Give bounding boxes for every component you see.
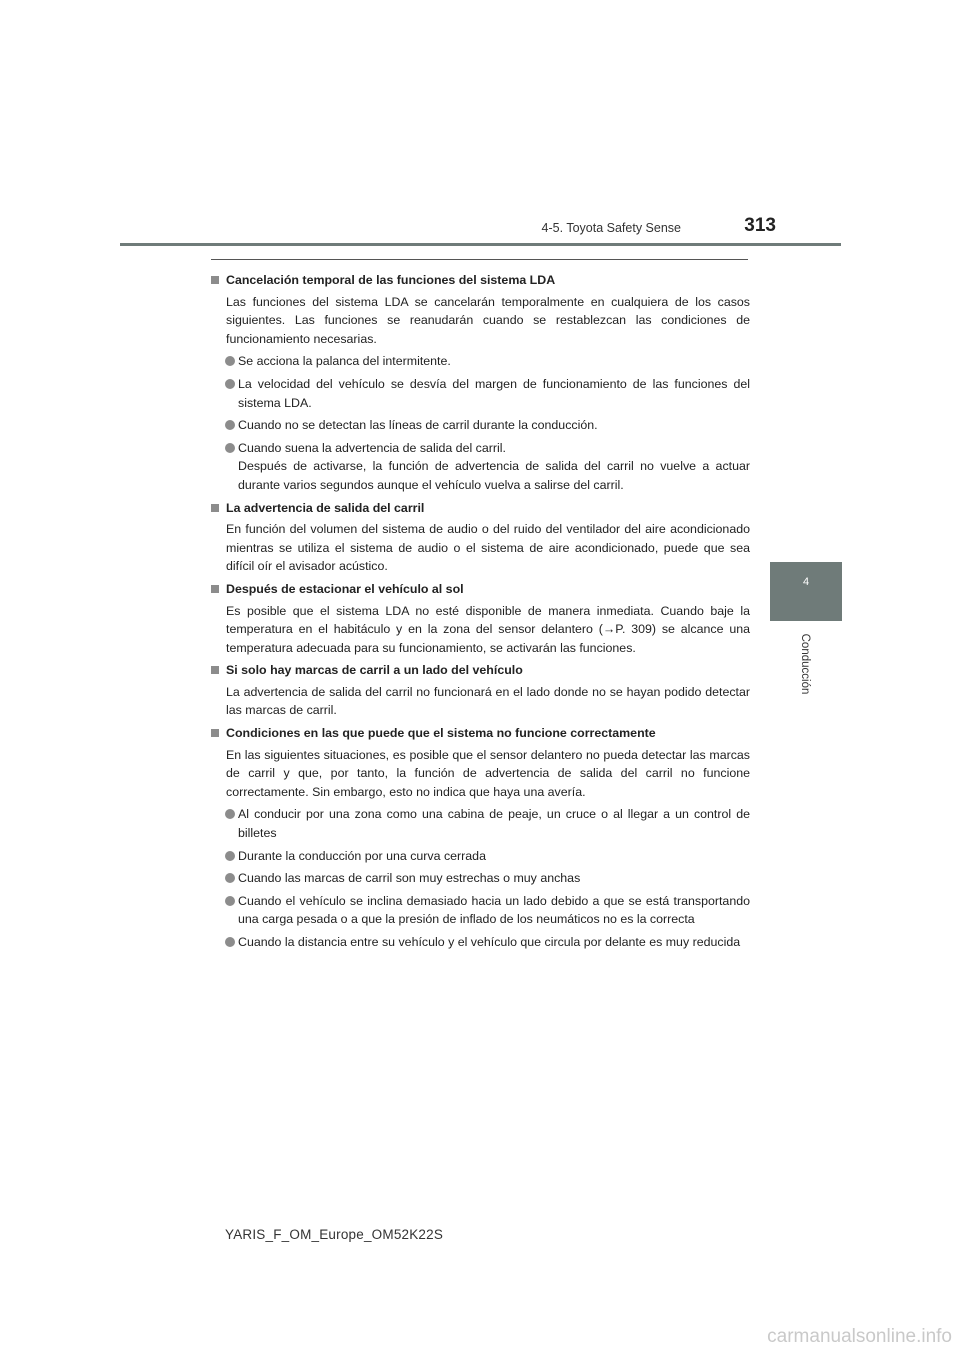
bullet-dot-icon: [225, 937, 235, 947]
bullet-text: Cuando suena la advertencia de salida del carril. Después de activarse, la función de advertencia de salida del carril no vuelve a actuar durante varios segundos aunque el vehículo vuelva a salirse del carril.: [238, 440, 750, 492]
bullet-dot-icon: [225, 443, 235, 453]
section-paragraph: Es posible que el sistema LDA no esté disponible de manera inmediata. Cuando baje la temperatura en el habitáculo y en la zona del sensor delantero (→P. 309) se alcance una temperatura adecuada para su funcionamiento, se activarán las funciones.: [226, 603, 750, 655]
section-heading-text: Después de estacionar el vehículo al sol: [226, 581, 464, 596]
bullet-text: Al conducir por una zona como una cabina de peaje, un cruce o al llegar a un control de billetes: [238, 807, 750, 841]
bullet-item: [210, 375, 750, 412]
section-heading: [210, 580, 750, 599]
bullet-item: [210, 847, 750, 866]
section-heading-text: La advertencia de salida del carril: [226, 500, 425, 515]
bullet-text: Cuando no se detectan las líneas de carril durante la conducción.: [238, 418, 598, 433]
section-paragraph: Las funciones del sistema LDA se cancelarán temporalmente en cualquiera de los casos siguientes. Las funciones se reanudarán cuando se restablezcan las condiciones de funcionamiento necesarias.: [226, 294, 750, 346]
section-heading-text: Cancelación temporal de las funciones del sistema LDA: [226, 273, 556, 287]
square-bullet-icon: [211, 276, 219, 284]
bullet-dot-icon: [225, 420, 235, 430]
bullet-dot-icon: [225, 873, 235, 883]
bullet-item: [210, 416, 750, 435]
bullet-dot-icon: [225, 356, 235, 366]
bullet-text: Cuando la distancia entre su vehículo y el vehículo que circula por delante es muy reducida: [238, 935, 741, 949]
watermark: carmanualsonline.info: [767, 1326, 952, 1347]
section-heading: [210, 661, 750, 680]
square-bullet-icon: [211, 504, 219, 512]
bullet-item: [210, 439, 750, 495]
square-bullet-icon: [211, 666, 219, 674]
bullet-text: Cuando las marcas de carril son muy estrechas o muy anchas: [238, 871, 581, 886]
square-bullet-icon: [211, 729, 219, 737]
chapter-number: 4: [802, 576, 810, 588]
bullet-dot-icon: [225, 379, 235, 389]
bullet-item: [210, 892, 750, 929]
bullet-item: [210, 869, 750, 888]
section-heading-text: Condiciones en las que puede que el sistema no funcione correctamente: [226, 726, 656, 741]
chapter-tab[interactable]: [770, 562, 842, 621]
bullet-text: La velocidad del vehículo se desvía del margen de funcionamiento de las funciones del sistema LDA.: [238, 376, 750, 410]
section-heading-text: Si solo hay marcas de carril a un lado del vehículo: [226, 663, 523, 678]
chapter-label: Conducción: [799, 633, 811, 695]
section-paragraph: En las siguientes situaciones, es posible que el sensor delantero no pueda detectar las marcas de carril y que, por tanto, la función de advertencia de salida del carril no funcione correctamente. Sin embargo, esto no indica que haya una avería.: [226, 747, 750, 799]
header-section-title: 4-5. Toyota Safety Sense: [541, 221, 681, 235]
bullet-text: Durante la conducción por una curva cerrada: [238, 848, 486, 863]
bullet-dot-icon: [225, 851, 235, 861]
bullet-text: Cuando el vehículo se inclina demasiado hacia un lado debido a que se está transportando una carga pesada o a que la presión de inflado de los neumáticos no es la correcta: [238, 893, 750, 927]
bullet-item: [210, 805, 750, 842]
bullet-text: Se acciona la palanca del intermitente.: [238, 354, 451, 369]
header-rule: [120, 243, 841, 246]
square-bullet-icon: [211, 585, 219, 593]
section-heading: [210, 271, 750, 290]
bullet-item: [210, 933, 750, 952]
page-number: 313: [744, 215, 776, 236]
chapter-label-container: [798, 630, 812, 700]
section-paragraph: En función del volumen del sistema de audio o del ruido del ventilador del aire acondicionado mientras se utiliza el sistema de audio o el sistema de aire acondicionado, puede que sea difícil oír el avisador acústico.: [226, 522, 750, 574]
bullet-dot-icon: [225, 809, 235, 819]
section-heading: [210, 724, 750, 743]
section-heading: [210, 499, 750, 518]
page-content: [210, 267, 750, 952]
bullet-item: [210, 352, 750, 371]
section-paragraph: La advertencia de salida del carril no funcionará en el lado donde no se hayan podido detectar las marcas de carril.: [226, 684, 750, 718]
bullet-dot-icon: [225, 896, 235, 906]
content-divider: [211, 259, 748, 260]
document-code: YARIS_F_OM_Europe_OM52K22S: [225, 1227, 444, 1242]
